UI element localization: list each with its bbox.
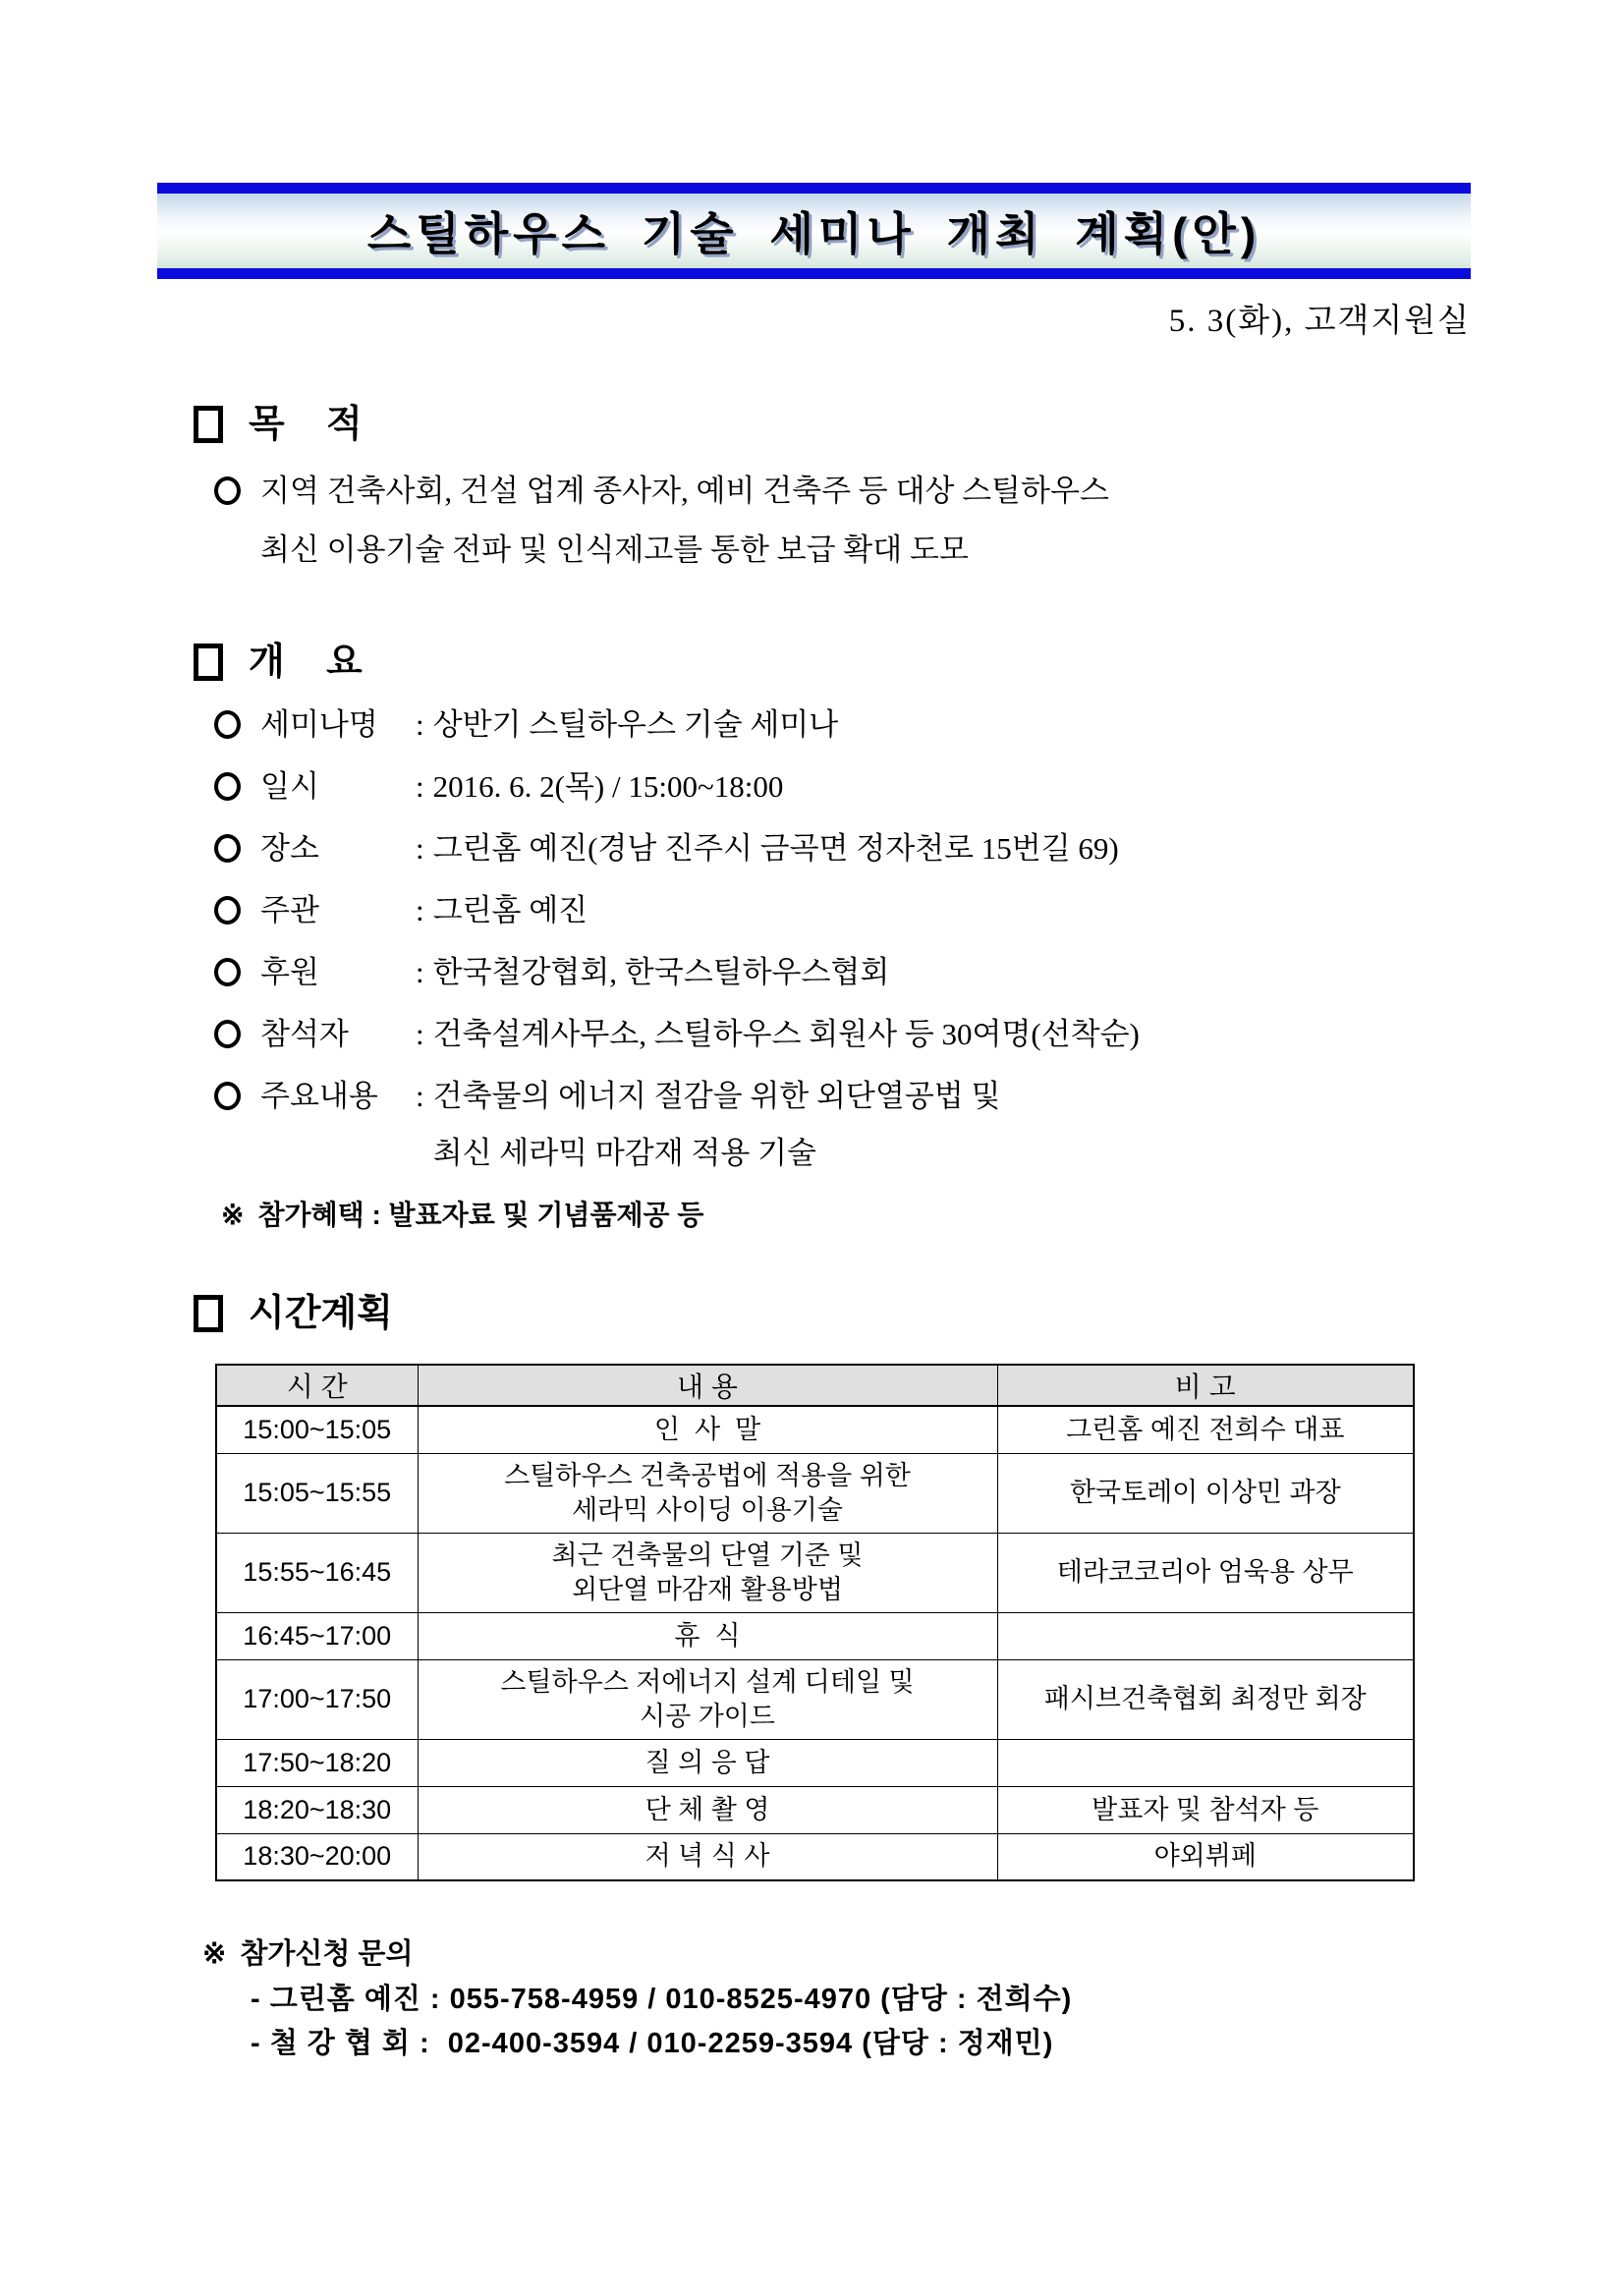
overview-item-separator: :: [416, 893, 424, 927]
overview-item-label: 후원: [260, 955, 319, 989]
cell-remark: [997, 1739, 1414, 1786]
overview-item-value: [433, 707, 839, 743]
cell-time: 18:30~20:00: [216, 1833, 418, 1880]
cell-content: [418, 1612, 997, 1659]
circle-bullet-icon: [214, 1082, 241, 1110]
overview-item-label: 주관: [260, 893, 319, 927]
benefit-note-text: 참가혜택 : 발표자료 및 기념품제공 등: [257, 1200, 704, 1230]
column-header-content: 내 용: [418, 1365, 997, 1406]
table-row: [216, 1453, 1414, 1533]
overview-item-separator: :: [416, 1017, 424, 1051]
overview-item-label: 일시: [260, 769, 319, 804]
table-row: [216, 1659, 1414, 1739]
overview-item-value-line1: 2016. 6. 2(목) / 15:00~18:00: [432, 769, 784, 804]
cell-time: 17:00~17:50: [216, 1659, 418, 1739]
overview-item-label: 장소: [260, 831, 319, 866]
list-item: [214, 769, 1471, 805]
reference-mark-icon: ※: [221, 1200, 245, 1230]
cell-content: [418, 1453, 997, 1533]
purpose-item: [214, 474, 1471, 568]
overview-item-separator: :: [416, 1079, 424, 1113]
overview-heading: [194, 641, 1471, 684]
circle-bullet-icon: [214, 1020, 241, 1048]
date-line: 5. 3(화), 고객지원실: [1168, 304, 1471, 339]
purpose-heading: [194, 403, 1471, 446]
cell-remark: [997, 1612, 1414, 1659]
page-title: 스틸하우스 기술 세미나 개최 계획(안): [366, 208, 1261, 259]
contact-section: [157, 1935, 1471, 2061]
table-row: [216, 1406, 1414, 1453]
cell-time: 17:50~18:20: [216, 1739, 418, 1786]
cell-remark: 한국토레이 이상민 과장: [997, 1453, 1414, 1533]
schedule-section: [157, 1292, 1471, 1881]
cell-time: 18:20~18:30: [216, 1786, 418, 1833]
contact-title-text: 참가신청 문의: [240, 1938, 414, 1970]
circle-bullet-icon: [214, 834, 241, 863]
overview-item-value-line1: 한국철강협회, 한국스틸하우스협회: [432, 955, 890, 989]
overview-item-value-line2: 최신 세라믹 마감재 적용 기술: [432, 1136, 816, 1170]
cell-content-line2: 외단열 마감재 활용방법: [572, 1574, 843, 1604]
overview-item-label: 세미나명: [260, 707, 378, 742]
cell-remark: 테라코코리아 엄욱용 상무: [997, 1533, 1414, 1612]
list-item: [214, 893, 1471, 928]
table-header-row: [216, 1365, 1414, 1406]
cell-content-line1: 단 체 촬 영: [644, 1794, 770, 1824]
cell-content: [418, 1739, 997, 1786]
overview-item-label: 참석자: [260, 1017, 349, 1051]
cell-content-line1: 인 사 말: [653, 1414, 761, 1444]
overview-list: [157, 707, 1471, 1171]
overview-heading-text: 개 요: [249, 642, 363, 683]
cell-time: 16:45~17:00: [216, 1612, 418, 1659]
table-row: [216, 1533, 1414, 1612]
overview-item-value: [433, 955, 890, 990]
title-banner: [157, 183, 1471, 279]
cell-content: [418, 1786, 997, 1833]
overview-section: [157, 641, 1471, 1233]
table-row: [216, 1786, 1414, 1833]
schedule-table: [215, 1364, 1415, 1881]
square-bullet-icon: [194, 406, 223, 443]
cell-content-line2: 시공 가이드: [640, 1701, 775, 1731]
banner-top-bar: [157, 183, 1471, 194]
schedule-heading-text: 시간계획: [249, 1293, 393, 1334]
overview-item-separator: :: [416, 769, 424, 804]
overview-item-value: [433, 1079, 1001, 1171]
list-item: [214, 831, 1471, 867]
cell-remark: 패시브건축협회 최정만 회장: [997, 1659, 1414, 1739]
list-item: [214, 1017, 1471, 1052]
cell-content: [418, 1533, 997, 1612]
reference-mark-icon: ※: [202, 1938, 227, 1970]
cell-content-line1: 스틸하우스 건축공법에 적용을 위한: [504, 1460, 911, 1490]
overview-item-value: [433, 831, 1119, 867]
cell-remark: 야외뷔페: [997, 1833, 1414, 1880]
circle-bullet-icon: [214, 896, 241, 924]
overview-item-value-line1: 그린홈 예진: [432, 893, 588, 927]
cell-content-line1: 질 의 응 답: [644, 1747, 770, 1777]
benefit-note: [221, 1198, 1471, 1233]
cell-content-line1: 최근 건축물의 단열 기준 및: [551, 1540, 864, 1570]
overview-item-value: [433, 893, 588, 928]
list-item: [214, 955, 1471, 990]
purpose-text-line1: 지역 건축사회, 건설 업계 종사자, 예비 건축주 등 대상 스틸하우스: [260, 474, 1109, 508]
cell-time: 15:05~15:55: [216, 1453, 418, 1533]
cell-time: 15:00~15:05: [216, 1406, 418, 1453]
overview-item-separator: :: [416, 955, 424, 989]
purpose-text: [260, 474, 1109, 568]
circle-bullet-icon: [214, 476, 241, 505]
square-bullet-icon: [194, 1295, 223, 1332]
column-header-time: 시 간: [216, 1365, 418, 1406]
cell-content-line1: 저 녁 식 사: [644, 1841, 770, 1872]
purpose-text-line2: 최신 이용기술 전파 및 인식제고를 통한 보급 확대 도모: [260, 532, 969, 567]
overview-item-value: [433, 769, 784, 805]
banner-bottom-bar: [157, 268, 1471, 279]
cell-content: [418, 1406, 997, 1453]
purpose-heading-text: 목 적: [249, 404, 363, 445]
cell-content-line1: 스틸하우스 저에너지 설계 디테일 및: [500, 1666, 915, 1697]
cell-time: 15:55~16:45: [216, 1533, 418, 1612]
overview-item-separator: :: [416, 831, 424, 866]
overview-item-label: 주요내용: [260, 1079, 378, 1113]
circle-bullet-icon: [214, 958, 241, 986]
table-row: [216, 1739, 1414, 1786]
purpose-section: [157, 403, 1471, 568]
cell-content-line2: 세라믹 사이딩 이용기술: [572, 1494, 843, 1525]
cell-remark: 그린홈 예진 전희수 대표: [997, 1406, 1414, 1453]
overview-item-value-line1: 그린홈 예진(경남 진주시 금곡면 정자천로 15번길 69): [432, 831, 1119, 866]
cell-remark: 발표자 및 참석자 등: [997, 1786, 1414, 1833]
contact-phone-line: - 철 강 협 회 : 02-400-3594 / 010-2259-3594 (담당 : 정재민): [251, 2028, 1054, 2059]
cell-content: [418, 1659, 997, 1739]
schedule-heading: [194, 1292, 1471, 1335]
contact-phone-line: - 그린홈 예진 : 055-758-4959 / 010-8525-4970 (담당 : 전희수): [251, 1984, 1073, 2015]
list-item: [214, 707, 1471, 743]
square-bullet-icon: [194, 644, 223, 681]
table-row: [216, 1612, 1414, 1659]
cell-content-line1: 휴 식: [674, 1620, 741, 1651]
table-row: [216, 1833, 1414, 1880]
column-header-remark: 비 고: [997, 1365, 1414, 1406]
overview-item-value: [433, 1017, 1140, 1052]
overview-item-value-line1: 상반기 스틸하우스 기술 세미나: [432, 707, 839, 742]
banner-gradient: [157, 194, 1471, 268]
overview-item-separator: :: [416, 707, 424, 742]
circle-bullet-icon: [214, 710, 241, 739]
cell-content: [418, 1833, 997, 1880]
overview-item-value-line1: 건축설계사무소, 스틸하우스 회원사 등 30여명(선착순): [432, 1017, 1140, 1051]
contact-title: [202, 1935, 1471, 1973]
overview-item-value-line1: 건축물의 에너지 절감을 위한 외단열공법 및: [432, 1079, 1001, 1113]
circle-bullet-icon: [214, 772, 241, 801]
list-item: [214, 1079, 1471, 1171]
